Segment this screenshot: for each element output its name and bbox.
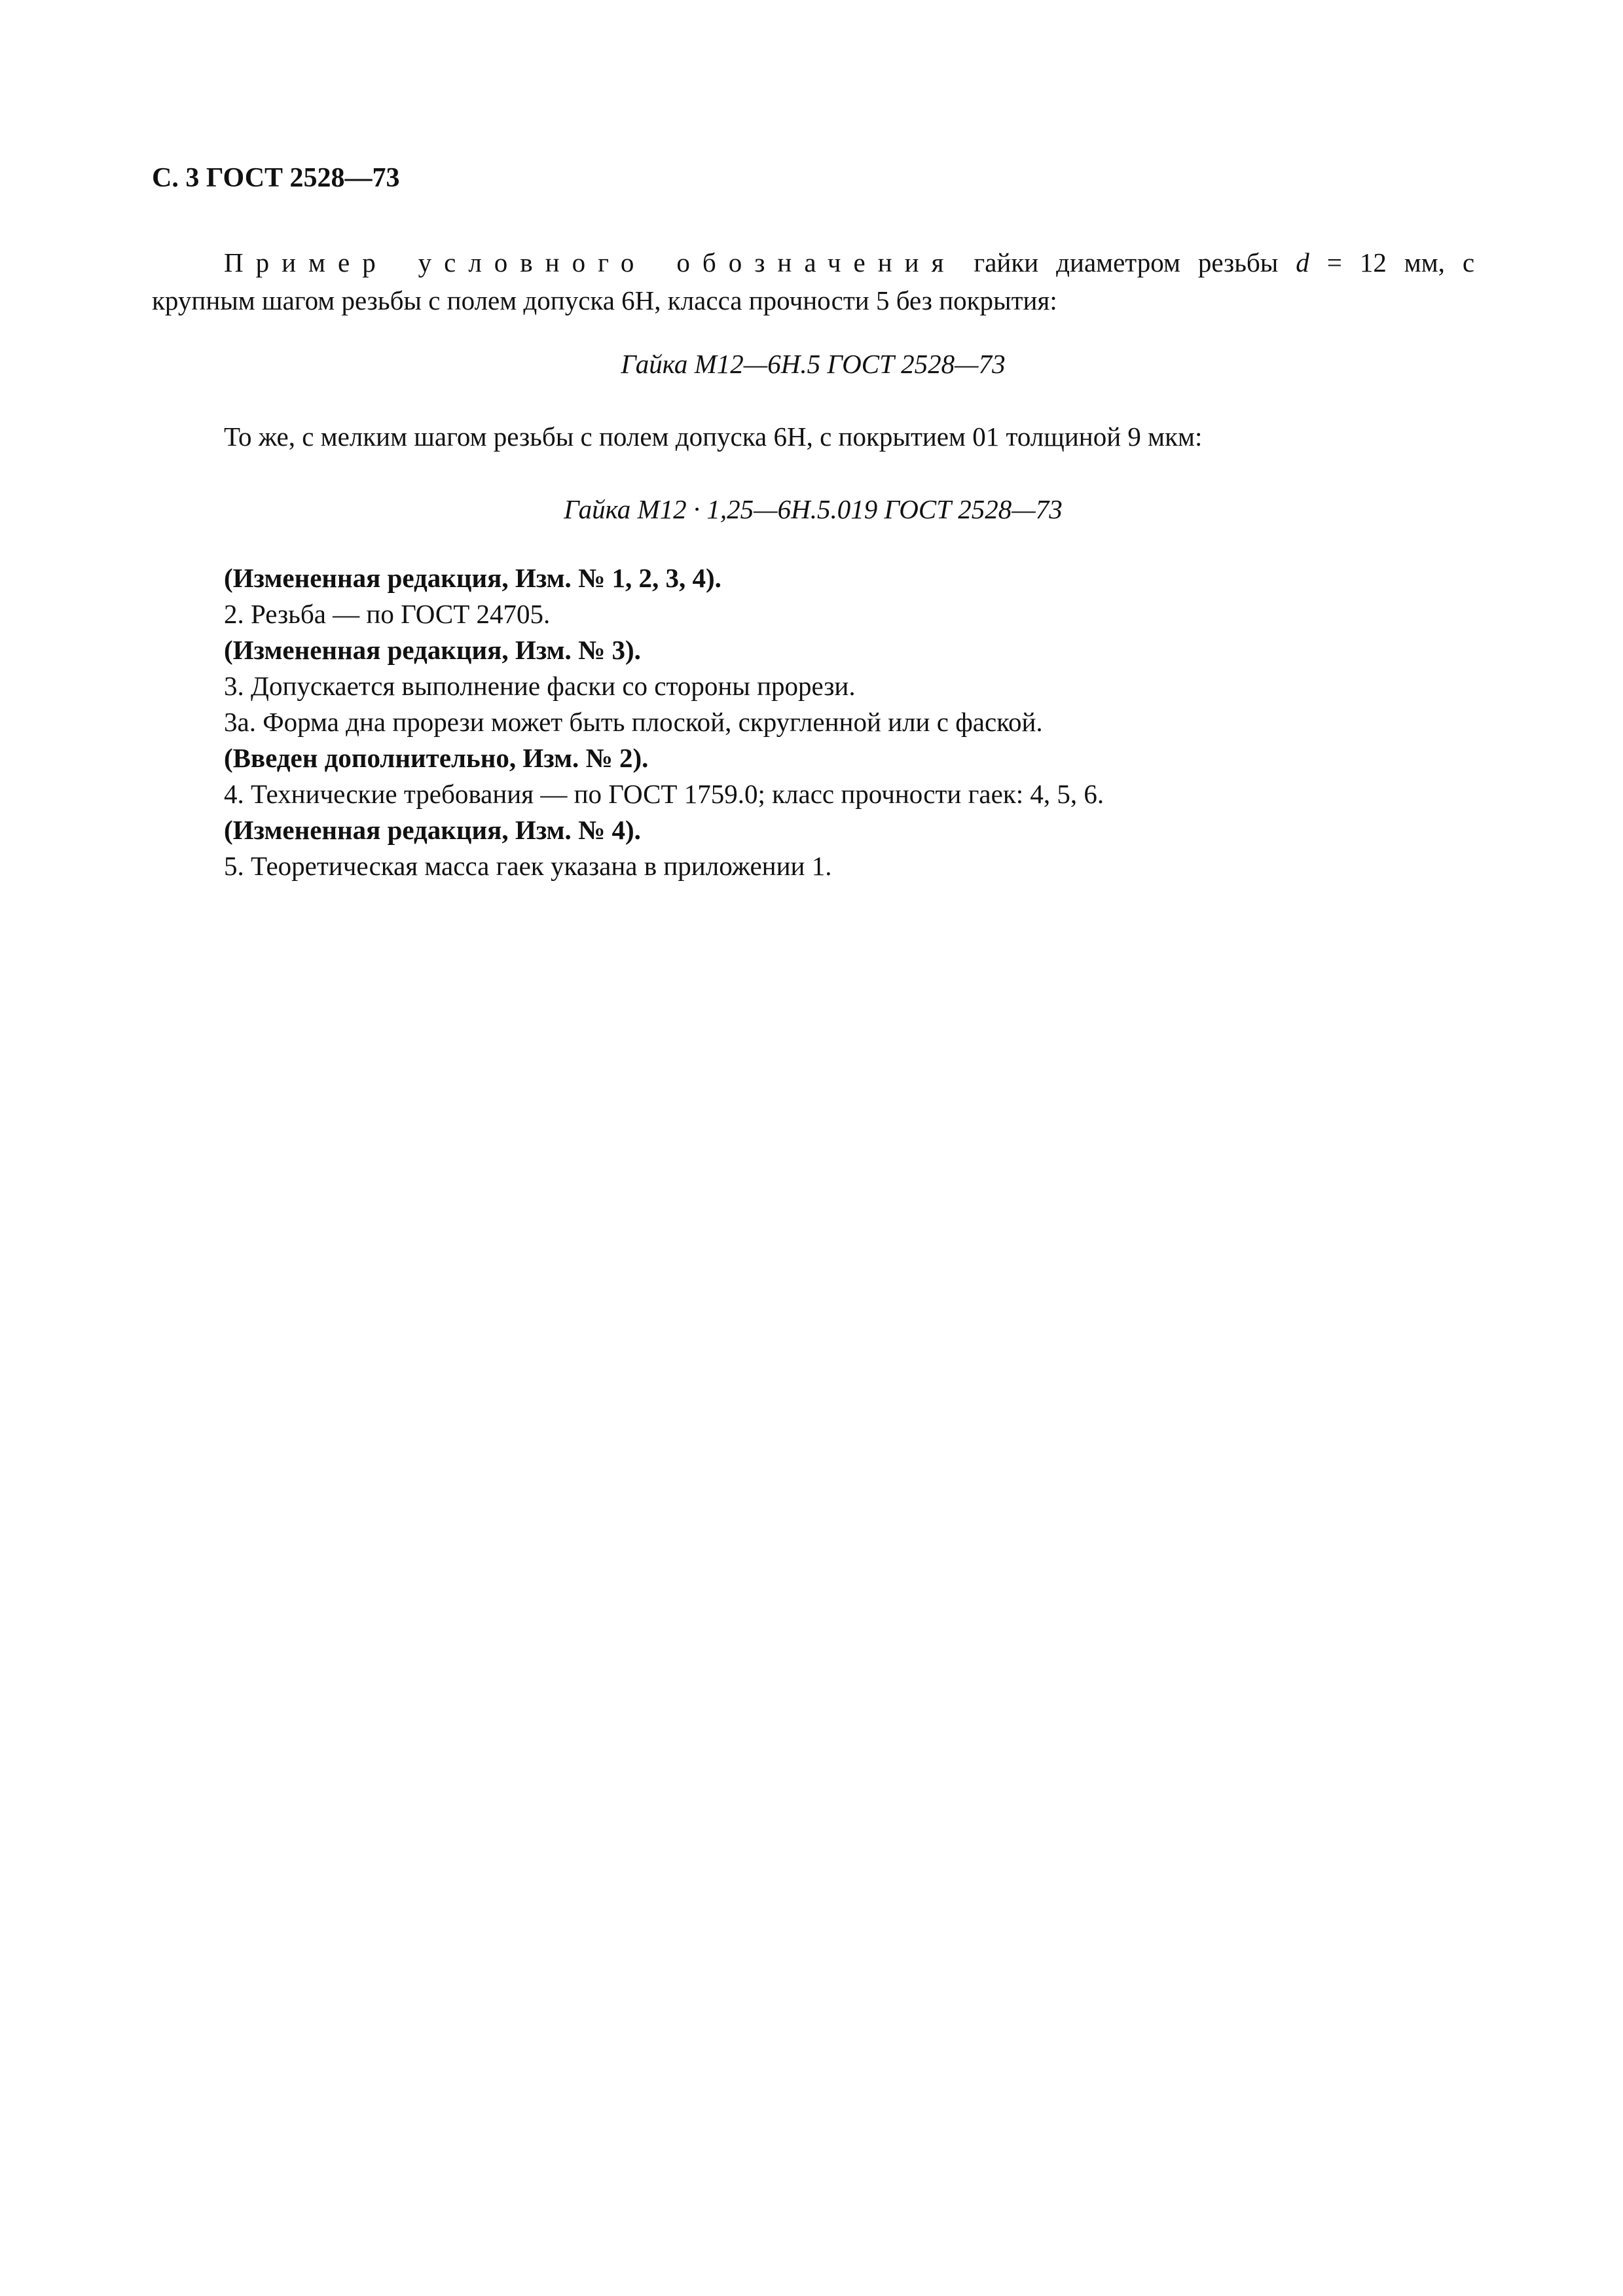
paragraph-line-1 [152, 243, 1474, 281]
designation-example-paragraph [152, 243, 1474, 319]
notes-list [224, 560, 1104, 884]
designation-example-1: Гайка М12—6Н.5 ГОСТ 2528—73 [621, 349, 1006, 379]
note-line: 3. Допускается выполнение фаски со стороны прорези. [224, 671, 856, 701]
line1-text-end: = 12 мм, с [1326, 247, 1475, 278]
spaced-lead-phrase: Пример условного обозначения [224, 247, 957, 278]
note-line: (Измененная редакция, Изм. № 4). [224, 815, 641, 845]
note-line: (Введен дополнительно, Изм. № 2). [224, 743, 649, 773]
page-header: С. 3 ГОСТ 2528—73 [152, 163, 400, 193]
diameter-variable: d [1296, 247, 1309, 278]
paragraph-line-2: крупным шагом резьбы с полем допуска 6H, класса прочности 5 без покрытия: [152, 285, 1057, 315]
note-line: 2. Резьба — по ГОСТ 24705. [224, 599, 551, 629]
note-line: 3а. Форма дна прорези может быть плоской, скругленной или с фаской. [224, 707, 1043, 737]
line1-text: гайки диаметром резьбы [974, 247, 1279, 278]
note-line: (Измененная редакция, Изм. № 3). [224, 635, 641, 665]
fine-thread-paragraph: То же, с мелким шагом резьбы с полем допуска 6H, с покрытием 01 толщиной 9 мкм: [224, 422, 1203, 452]
note-line: (Измененная редакция, Изм. № 1, 2, 3, 4). [224, 563, 721, 593]
designation-example-2: Гайка М12 · 1,25—6Н.5.019 ГОСТ 2528—73 [564, 494, 1063, 524]
note-line: 5. Теоретическая масса гаек указана в приложении 1. [224, 851, 832, 881]
note-line: 4. Технические требования — по ГОСТ 1759.0; класс прочности гаек: 4, 5, 6. [224, 779, 1104, 809]
